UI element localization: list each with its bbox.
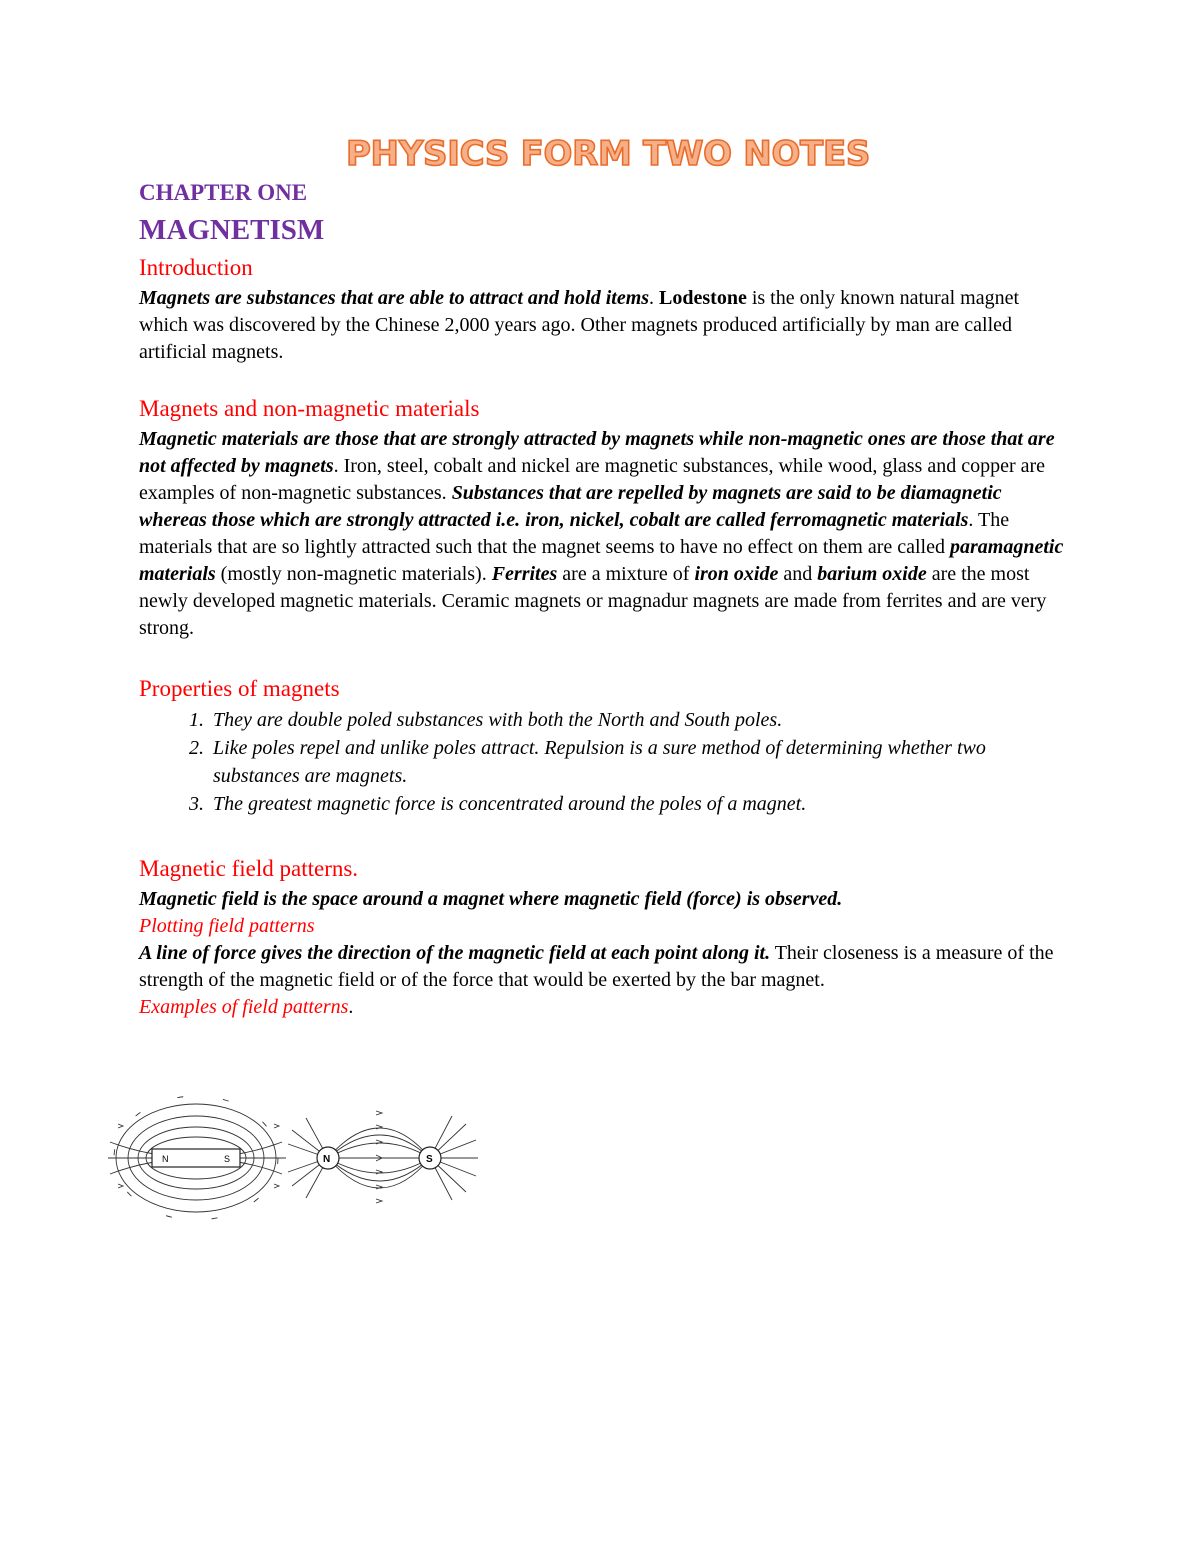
magnetic-field-definition: Magnetic field is the space around a magnet where magnetic field (force) is observed. bbox=[139, 888, 843, 910]
bar-magnet-field-diagram bbox=[108, 1096, 286, 1220]
examples-label: Examples of field patterns bbox=[139, 996, 349, 1018]
line-of-force-paragraph bbox=[139, 940, 1069, 994]
pole-south-label: S bbox=[426, 1154, 433, 1165]
materials-text-5: and bbox=[778, 563, 818, 585]
materials-paragraph bbox=[139, 426, 1069, 642]
examples-subheading bbox=[139, 994, 1069, 1021]
iron-oxide-term: iron oxide bbox=[694, 563, 779, 585]
field-line bbox=[328, 1135, 430, 1158]
field-definition bbox=[139, 886, 1069, 913]
line-of-force-definition: A line of force gives the direction of the magnetic field at each point along it. bbox=[139, 942, 771, 964]
barium-oxide-term: barium oxide bbox=[817, 563, 927, 585]
list-item: 1. They are double poled substances with both the North and South poles. bbox=[209, 706, 1069, 734]
spacer bbox=[139, 642, 1069, 672]
materials-text-3: (mostly non-magnetic materials). bbox=[215, 563, 492, 585]
properties-heading: Properties of magnets bbox=[139, 676, 340, 701]
introduction-text: is the only known natural magnet which was discovered by the Chinese 2,000 years ago. Other magnets produced artificially by man are called artificial magnets. bbox=[139, 287, 1020, 363]
materials-text-2: . The materials that are so lightly attracted such that the magnet seems to have no effect on them are called bbox=[139, 509, 1010, 558]
document-body bbox=[139, 177, 1069, 1021]
lodestone-term: Lodestone bbox=[659, 287, 747, 309]
properties-list bbox=[139, 706, 1069, 818]
field-patterns-diagram bbox=[106, 1094, 500, 1222]
diamagnetic-definition: Substances that are repelled by magnets are said to be diamagnetic whereas those which are strongly attracted i.e. iron, nickel, cobalt are called ferromagnetic materials bbox=[139, 482, 1002, 531]
pole-north-label: N bbox=[323, 1154, 331, 1165]
materials-text-1: . Iron, steel, cobalt and nickel are magnetic substances, while wood, glass and copper are examples of non-magnetic substances. bbox=[139, 455, 1046, 504]
list-item: 3. The greatest magnetic force is concentrated around the poles of a magnet. bbox=[209, 790, 1069, 818]
materials-text-6: are the most newly developed magnetic materials. Ceramic magnets or magnadur magnets are made from ferrites and are very strong. bbox=[139, 563, 1047, 639]
magnet-definition: Magnets are substances that are able to attract and hold items bbox=[139, 287, 650, 309]
spacer bbox=[139, 366, 1069, 392]
examples-period: . bbox=[348, 996, 354, 1018]
spacer bbox=[139, 818, 1069, 852]
plotting-subheading: Plotting field patterns bbox=[139, 915, 315, 937]
materials-text-4: are a mixture of bbox=[557, 563, 695, 585]
field-patterns-heading: Magnetic field patterns. bbox=[139, 856, 359, 881]
materials-heading: Magnets and non-magnetic materials bbox=[139, 396, 480, 421]
ferrites-term: Ferrites bbox=[491, 563, 558, 585]
introduction-heading: Introduction bbox=[139, 255, 253, 280]
document-title: PHYSICS FORM TWO NOTES bbox=[345, 134, 871, 174]
field-line bbox=[328, 1143, 430, 1158]
paramagnetic-term: paramagnetic materials bbox=[139, 536, 1064, 585]
bar-south-label: S bbox=[224, 1154, 231, 1164]
field-line bbox=[328, 1158, 430, 1181]
unlike-poles-field-diagram bbox=[288, 1111, 478, 1203]
chapter-label: CHAPTER ONE bbox=[139, 180, 308, 205]
line-of-force-text: Their closeness is a measure of the strength of the magnetic field or of the force that would be exerted by the bar magnet. bbox=[139, 942, 1054, 991]
topic-title: MAGNETISM bbox=[139, 214, 325, 246]
introduction-paragraph bbox=[139, 285, 1069, 366]
magnetic-materials-definition: Magnetic materials are those that are strongly attracted by magnets while non-magnetic ones are those that are not affected by magnets bbox=[139, 428, 1055, 477]
bar-north-label: N bbox=[162, 1154, 169, 1164]
field-arrow bbox=[376, 1111, 382, 1203]
list-item: 2. Like poles repel and unlike poles attract. Repulsion is a sure method of determining whether two substances are magnets. bbox=[209, 734, 1069, 790]
introduction-separator: . bbox=[649, 287, 660, 309]
